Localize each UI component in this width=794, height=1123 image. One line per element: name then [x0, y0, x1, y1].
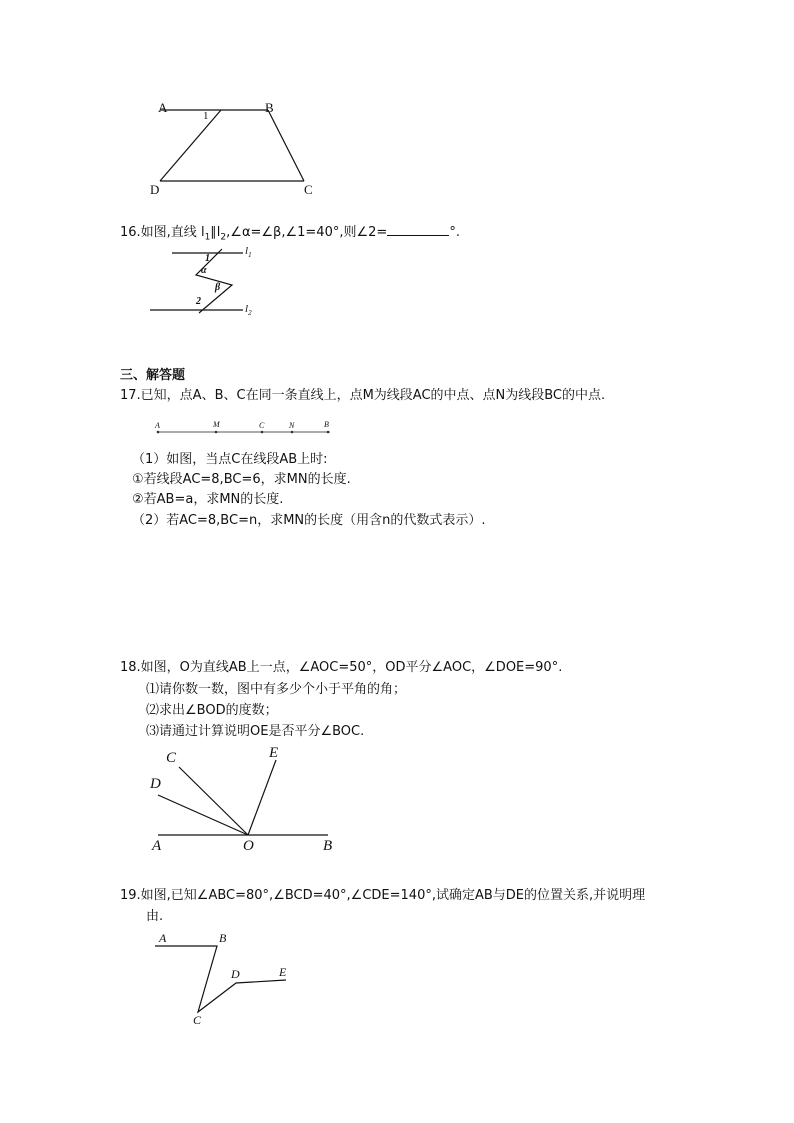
label-B: B	[323, 838, 333, 854]
path-ABCDE	[155, 946, 286, 1012]
angle-label-2: 2	[196, 296, 201, 307]
label-D: D	[150, 776, 161, 792]
label-N: N	[289, 421, 295, 430]
label-A: A	[158, 100, 168, 115]
label-B: B	[324, 420, 329, 429]
question-17-stem: 17.已知，点A、B、C在同一条直线上，点M为线段AC的中点、点N为线段BC的中点.	[120, 388, 606, 403]
question-19-line1: 19.如图,已知∠ABC=80°,∠BCD=40°,∠CDE=140°,试确定AB与DE的位置关系,并说明理	[120, 888, 646, 903]
q16-text-post: ,∠α=∠β,∠1=40°,则∠2=	[226, 225, 388, 240]
label-A: A	[159, 931, 167, 945]
angle-label-alpha: α	[201, 265, 207, 276]
label-C: C	[304, 182, 313, 197]
question-17-part1a: ①若线段AC=8,BC=6，求MN的长度.	[132, 472, 351, 487]
q16-sub1: 1	[204, 232, 211, 243]
q16-text-mid: ∥l	[210, 225, 221, 240]
label-l1: $l_1$	[245, 245, 252, 260]
q16-text-pre: 16.如图,直线 l	[120, 225, 205, 240]
angle-label-1: 1	[203, 110, 209, 122]
question-17-part1: （1）如图，当点C在线段AB上时:	[132, 452, 328, 467]
question-17-part1b: ②若AB=a，求MN的长度.	[132, 492, 284, 507]
q16-text-end: °.	[449, 225, 460, 240]
label-E: E	[279, 965, 287, 979]
angle-label-beta: β	[215, 282, 221, 293]
question-18-stem: 18.如图，O为直线AB上一点，∠AOC=50°，OD平分∠AOC，∠DOE=90°.	[120, 660, 563, 675]
label-D: D	[150, 182, 160, 197]
label-B: B	[219, 931, 227, 945]
label-B: B	[265, 100, 274, 115]
label-C: C	[259, 421, 265, 430]
label-C: C	[166, 750, 177, 766]
label-D: D	[231, 967, 240, 981]
label-M: M	[213, 420, 220, 429]
question-18-sub2: ⑵求出∠BOD的度数；	[146, 703, 278, 718]
label-O: O	[243, 838, 254, 854]
label-C: C	[193, 1013, 202, 1027]
section-heading: 三、解答题	[120, 368, 186, 383]
q16-sub2: 2	[220, 232, 227, 243]
angle-label-1: 1	[205, 253, 210, 264]
label-A: A	[152, 838, 162, 854]
label-E: E	[269, 745, 279, 761]
label-A: A	[155, 421, 160, 430]
question-19-line2: 由.	[146, 909, 164, 924]
question-17-part2: （2）若AC=8,BC=n，求MN的长度（用含n的代数式表示）.	[132, 513, 486, 528]
question-18-sub1: ⑴请你数一数，图中有多少个小于平角的角；	[146, 682, 407, 697]
label-l2: $l_2$	[245, 303, 252, 318]
question-18-sub3: ⑶请通过计算说明OE是否平分∠BOC.	[146, 724, 365, 739]
